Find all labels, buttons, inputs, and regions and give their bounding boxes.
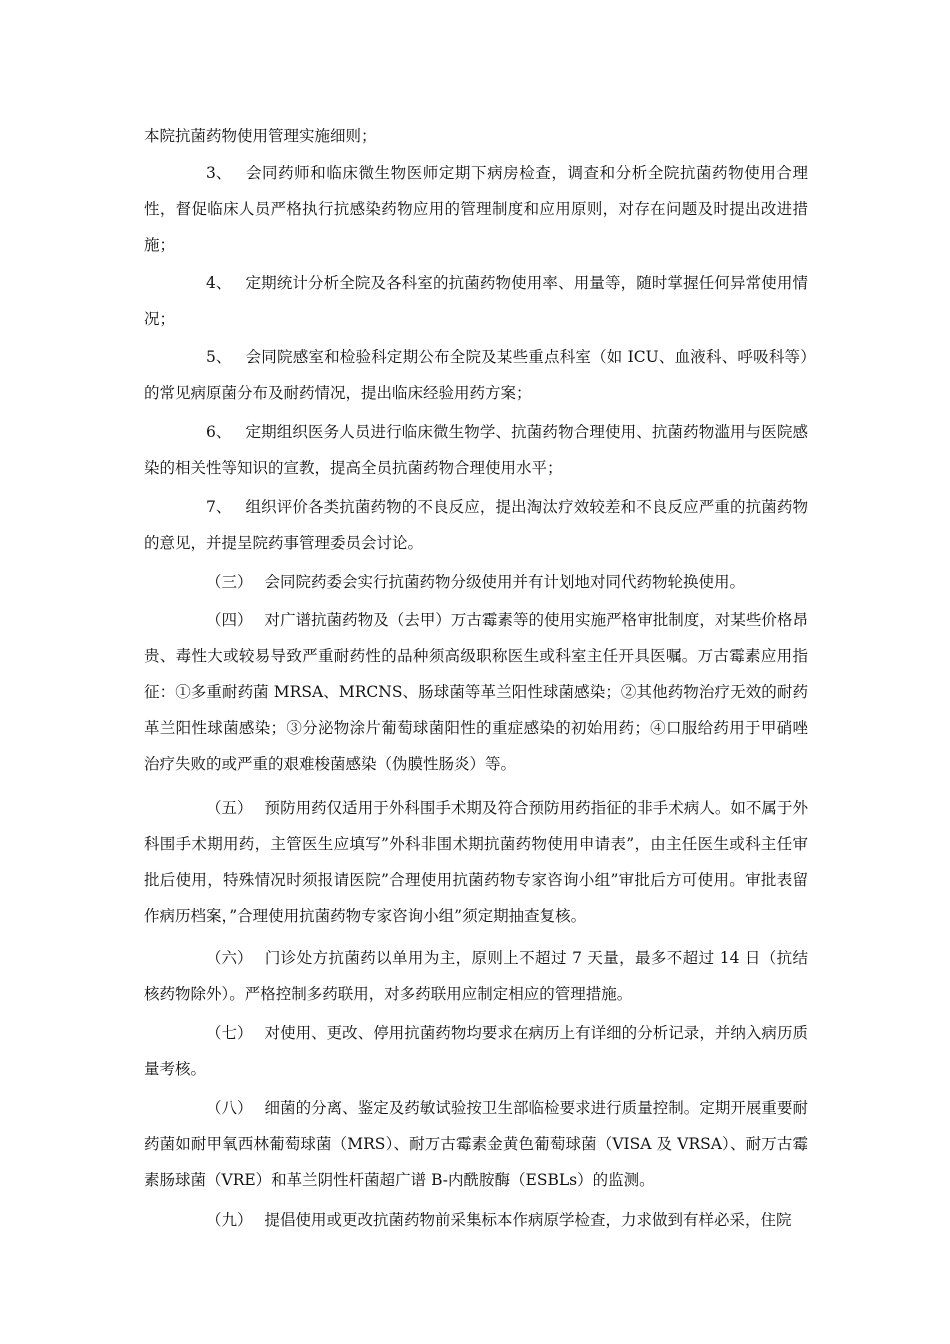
paragraph-item-4 bbox=[144, 265, 808, 337]
paragraph-section-4 bbox=[144, 602, 808, 782]
paragraph-section-6 bbox=[144, 940, 808, 1012]
item-number: 3、 bbox=[206, 164, 232, 182]
paragraph-text: 门诊处方抗菌药以单用为主，原则上不超过 7 天量，最多不超过 14 日（抗结核药物除外）。严格控制多药联用，对多药联用应制定相应的管理措施。 bbox=[144, 949, 808, 1003]
paragraph-text: 会同院感室和检验科定期公布全院及某些重点科室（如 ICU、血液科、呼吸科等）的常见病原菌分布及耐药情况，提出临床经验用药方案； bbox=[144, 348, 808, 402]
paragraph-text: 本院抗菌药物使用管理实施细则； bbox=[144, 127, 377, 145]
paragraph-text: 定期组织医务人员进行临床微生物学、抗菌药物合理使用、抗菌药物滥用与医院感染的相关性等知识的宣教，提高全员抗菌药物合理使用水平； bbox=[144, 423, 808, 477]
paragraph-text: 预防用药仅适用于外科围手术期及符合预防用药指征的非手术病人。如不属于外科围手术期用药，主管医生应填写”外科非围术期抗菌药物使用申请表”，由主任医生或科主任审批后使用，特殊情况时须报请医院”合理使用抗菌药物专家咨询小组”审批后方可使用。审批表留作病历档案，”合理使用抗菌药物专家咨询小组”须定期抽查复核。 bbox=[144, 799, 808, 925]
paragraph-item-3 bbox=[144, 155, 808, 263]
paragraph-section-9 bbox=[144, 1202, 808, 1238]
section-number: （四） bbox=[206, 611, 253, 629]
paragraph-text: 对广谱抗菌药物及（去甲）万古霉素等的使用实施严格审批制度，对某些价格昂贵、毒性大或较易导致严重耐药性的品种须高级职称医生或科室主任开具医嘱。万古霉素应用指征：①多重耐药菌 MRSA、MRCNS、肠球菌等革兰阳性球菌感染；②其他药物治疗无效的耐药革兰阳性球菌感染；③分泌物涂片葡萄球菌阳性的重症感染的初始用药；④口服给药用于甲硝唑治疗失败的或严重的艰难梭菌感染（伪膜性肠炎）等。 bbox=[144, 611, 808, 773]
paragraph-section-7 bbox=[144, 1015, 808, 1087]
section-number: （三） bbox=[206, 573, 253, 591]
section-number: （八） bbox=[206, 1099, 253, 1117]
paragraph-text: 对使用、更改、停用抗菌药物均要求在病历上有详细的分析记录，并纳入病历质量考核。 bbox=[144, 1024, 808, 1078]
paragraph-text: 会同药师和临床微生物医师定期下病房检查，调查和分析全院抗菌药物使用合理性，督促临床人员严格执行抗感染药物应用的管理制度和应用原则，对存在问题及时提出改进措施； bbox=[144, 164, 808, 254]
paragraph-text: 细菌的分离、鉴定及药敏试验按卫生部临检要求进行质量控制。定期开展重要耐药菌如耐甲氧西林葡萄球菌（MRS）、耐万古霉素金黄色葡萄球菌（VISA 及 VRSA）、耐万古霉素肠球菌（VRE）和革兰阴性杆菌超广谱 B-内酰胺酶（ESBLs）的监测。 bbox=[144, 1099, 808, 1189]
section-number: （六） bbox=[206, 949, 253, 967]
section-number: （七） bbox=[206, 1024, 253, 1042]
item-number: 6、 bbox=[206, 423, 232, 441]
paragraph-continuation bbox=[144, 118, 808, 154]
paragraph-section-3 bbox=[144, 564, 808, 600]
paragraph-text: 定期统计分析全院及各科室的抗菌药物使用率、用量等，随时掌握任何异常使用情况； bbox=[144, 274, 808, 328]
paragraph-section-8 bbox=[144, 1090, 808, 1198]
paragraph-text: 提倡使用或更改抗菌药物前采集标本作病原学检查，力求做到有样必采，住院 bbox=[264, 1211, 792, 1229]
paragraph-section-5 bbox=[144, 790, 808, 934]
paragraph-text: 组织评价各类抗菌药物的不良反应，提出淘汰疗效较差和不良反应严重的抗菌药物的意见，并提呈院药事管理委员会讨论。 bbox=[144, 498, 808, 552]
item-number: 4、 bbox=[206, 274, 232, 292]
paragraph-item-5 bbox=[144, 339, 808, 411]
section-number: （五） bbox=[206, 799, 253, 817]
section-number: （九） bbox=[206, 1211, 253, 1229]
item-number: 7、 bbox=[206, 498, 232, 516]
item-number: 5、 bbox=[206, 348, 232, 366]
paragraph-text: 会同院药委会实行抗菌药物分级使用并有计划地对同代药物轮换使用。 bbox=[264, 573, 746, 591]
paragraph-item-6 bbox=[144, 414, 808, 486]
paragraph-item-7 bbox=[144, 489, 808, 561]
